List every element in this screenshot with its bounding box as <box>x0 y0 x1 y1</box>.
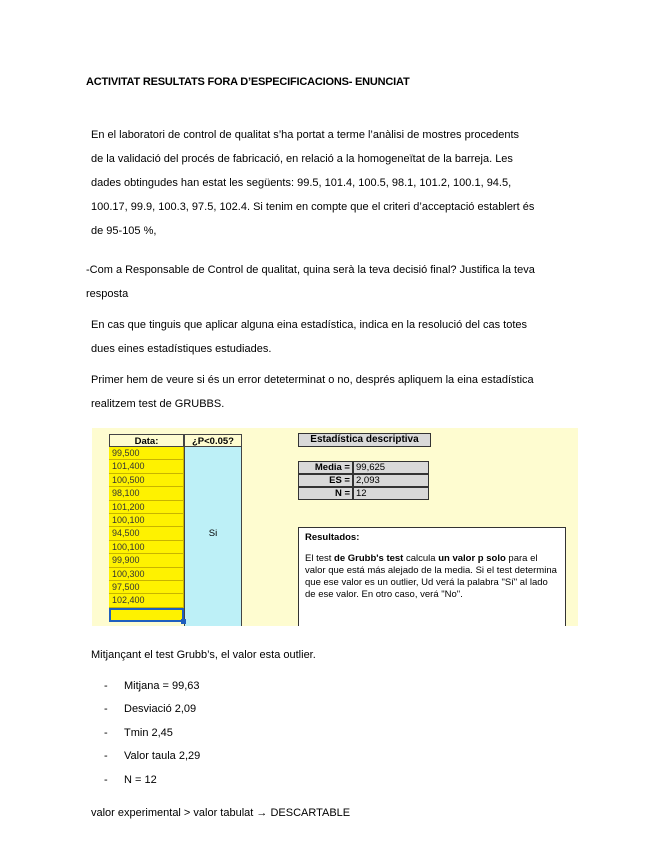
list-marker: - <box>104 750 108 762</box>
list-marker: - <box>104 774 108 786</box>
data-column <box>109 447 184 621</box>
method-line: Primer hem de veure si és un error deteterminat o no, després apliquem la eina estadística <box>91 374 534 386</box>
stat-label: Media = <box>298 461 353 474</box>
list-item-text: Mitjana = 99,63 <box>124 680 200 692</box>
outlier-paragraph: Mitjançant el test Grubb’s, el valor esta outlier. <box>91 649 316 661</box>
data-cell[interactable]: 97,500 <box>109 581 184 594</box>
data-cell[interactable]: 102,400 <box>109 594 184 607</box>
data-column-header: Data: <box>109 434 184 447</box>
data-cell[interactable]: 99,900 <box>109 554 184 567</box>
list-item-text: N = 12 <box>124 774 157 786</box>
spreadsheet-screenshot <box>92 428 578 626</box>
document-title: ACTIVITAT RESULTATS FORA D’ESPECIFICACIONS- ENUNCIAT <box>86 76 410 88</box>
intro-line: de 95-105 %, <box>91 225 157 237</box>
question-line: resposta <box>86 288 129 300</box>
data-cell[interactable]: 100,100 <box>109 514 184 527</box>
question-line: -Com a Responsable de Control de qualitat, quina serà la teva decisió final? Justifica la teva <box>86 264 535 276</box>
stat-value: 99,625 <box>353 461 429 474</box>
fill-handle[interactable] <box>181 619 186 624</box>
list-item-text: Desviació 2,09 <box>124 703 197 715</box>
results-text-bold: un valor p solo <box>438 553 506 564</box>
intro-line: de la validació del procés de fabricació, en relació a la homogeneïtat de la barreja. Les <box>91 153 513 165</box>
results-text-run: calcula <box>403 553 439 564</box>
intro-paragraph <box>91 123 564 243</box>
stat-label: ES = <box>298 474 353 487</box>
results-title: Resultados: <box>305 532 360 543</box>
data-cell[interactable]: 100,300 <box>109 568 184 581</box>
list-marker: - <box>104 727 108 739</box>
tools-paragraph <box>91 313 566 361</box>
method-paragraph <box>91 368 566 416</box>
results-text <box>305 553 559 601</box>
stat-label: N = <box>298 487 353 500</box>
p-column-header: ¿P<0.05? <box>184 434 242 447</box>
results-box <box>298 527 566 626</box>
data-cell[interactable]: 99,500 <box>109 447 184 460</box>
intro-line: 100.17, 99.9, 100.3, 97.5, 102.4. Si tenim en compte que el criteri d’acceptació establert és <box>91 201 535 213</box>
stat-value: 2,093 <box>353 474 429 487</box>
conclusion: valor experimental > valor tabulat → DESCARTABLE <box>91 807 351 819</box>
intro-line: dades obtingudes han estat les següents: 99.5, 101.4, 100.5, 98.1, 101.2, 100.1, 94.5, <box>91 177 512 189</box>
data-cell[interactable]: 101,200 <box>109 501 184 514</box>
p-result: Si <box>208 528 218 539</box>
data-cell[interactable]: 101,400 <box>109 460 184 473</box>
results-text-run: El test <box>305 553 335 564</box>
question-paragraph <box>86 258 566 306</box>
data-cell[interactable]: 100,100 <box>109 541 184 554</box>
list-item-text: Tmin 2,45 <box>124 727 173 739</box>
stat-value: 12 <box>353 487 429 500</box>
data-cell[interactable]: 100,500 <box>109 474 184 487</box>
data-cell[interactable]: 98,100 <box>109 487 184 500</box>
descriptive-stats-title: Estadística descriptiva <box>298 433 431 447</box>
tools-line: dues eines estadístiques estudiades. <box>91 343 272 355</box>
data-cell[interactable]: 94,500 <box>109 527 184 540</box>
list-marker: - <box>104 703 108 715</box>
intro-line: En el laboratori de control de qualitat s’ha portat a terme l’anàlisi de mostres procedents <box>91 129 520 141</box>
tools-line: En cas que tinguis que aplicar alguna eina estadística, indica en la resolució del cas totes <box>91 319 527 331</box>
results-text-run: para el valor que está más alejado de la media. Si el test determina que ese valor es un outlier, Ud verá la palabra "Sí" al lado de ese valor. En otro caso, verá "No". <box>305 553 557 600</box>
list-item-text: Valor taula 2,29 <box>124 750 201 762</box>
method-line: realitzem test de GRUBBS. <box>91 398 225 410</box>
results-text-bold: de Grubb's test <box>334 553 404 564</box>
list-marker: - <box>104 680 108 692</box>
selected-cell[interactable] <box>109 608 184 622</box>
